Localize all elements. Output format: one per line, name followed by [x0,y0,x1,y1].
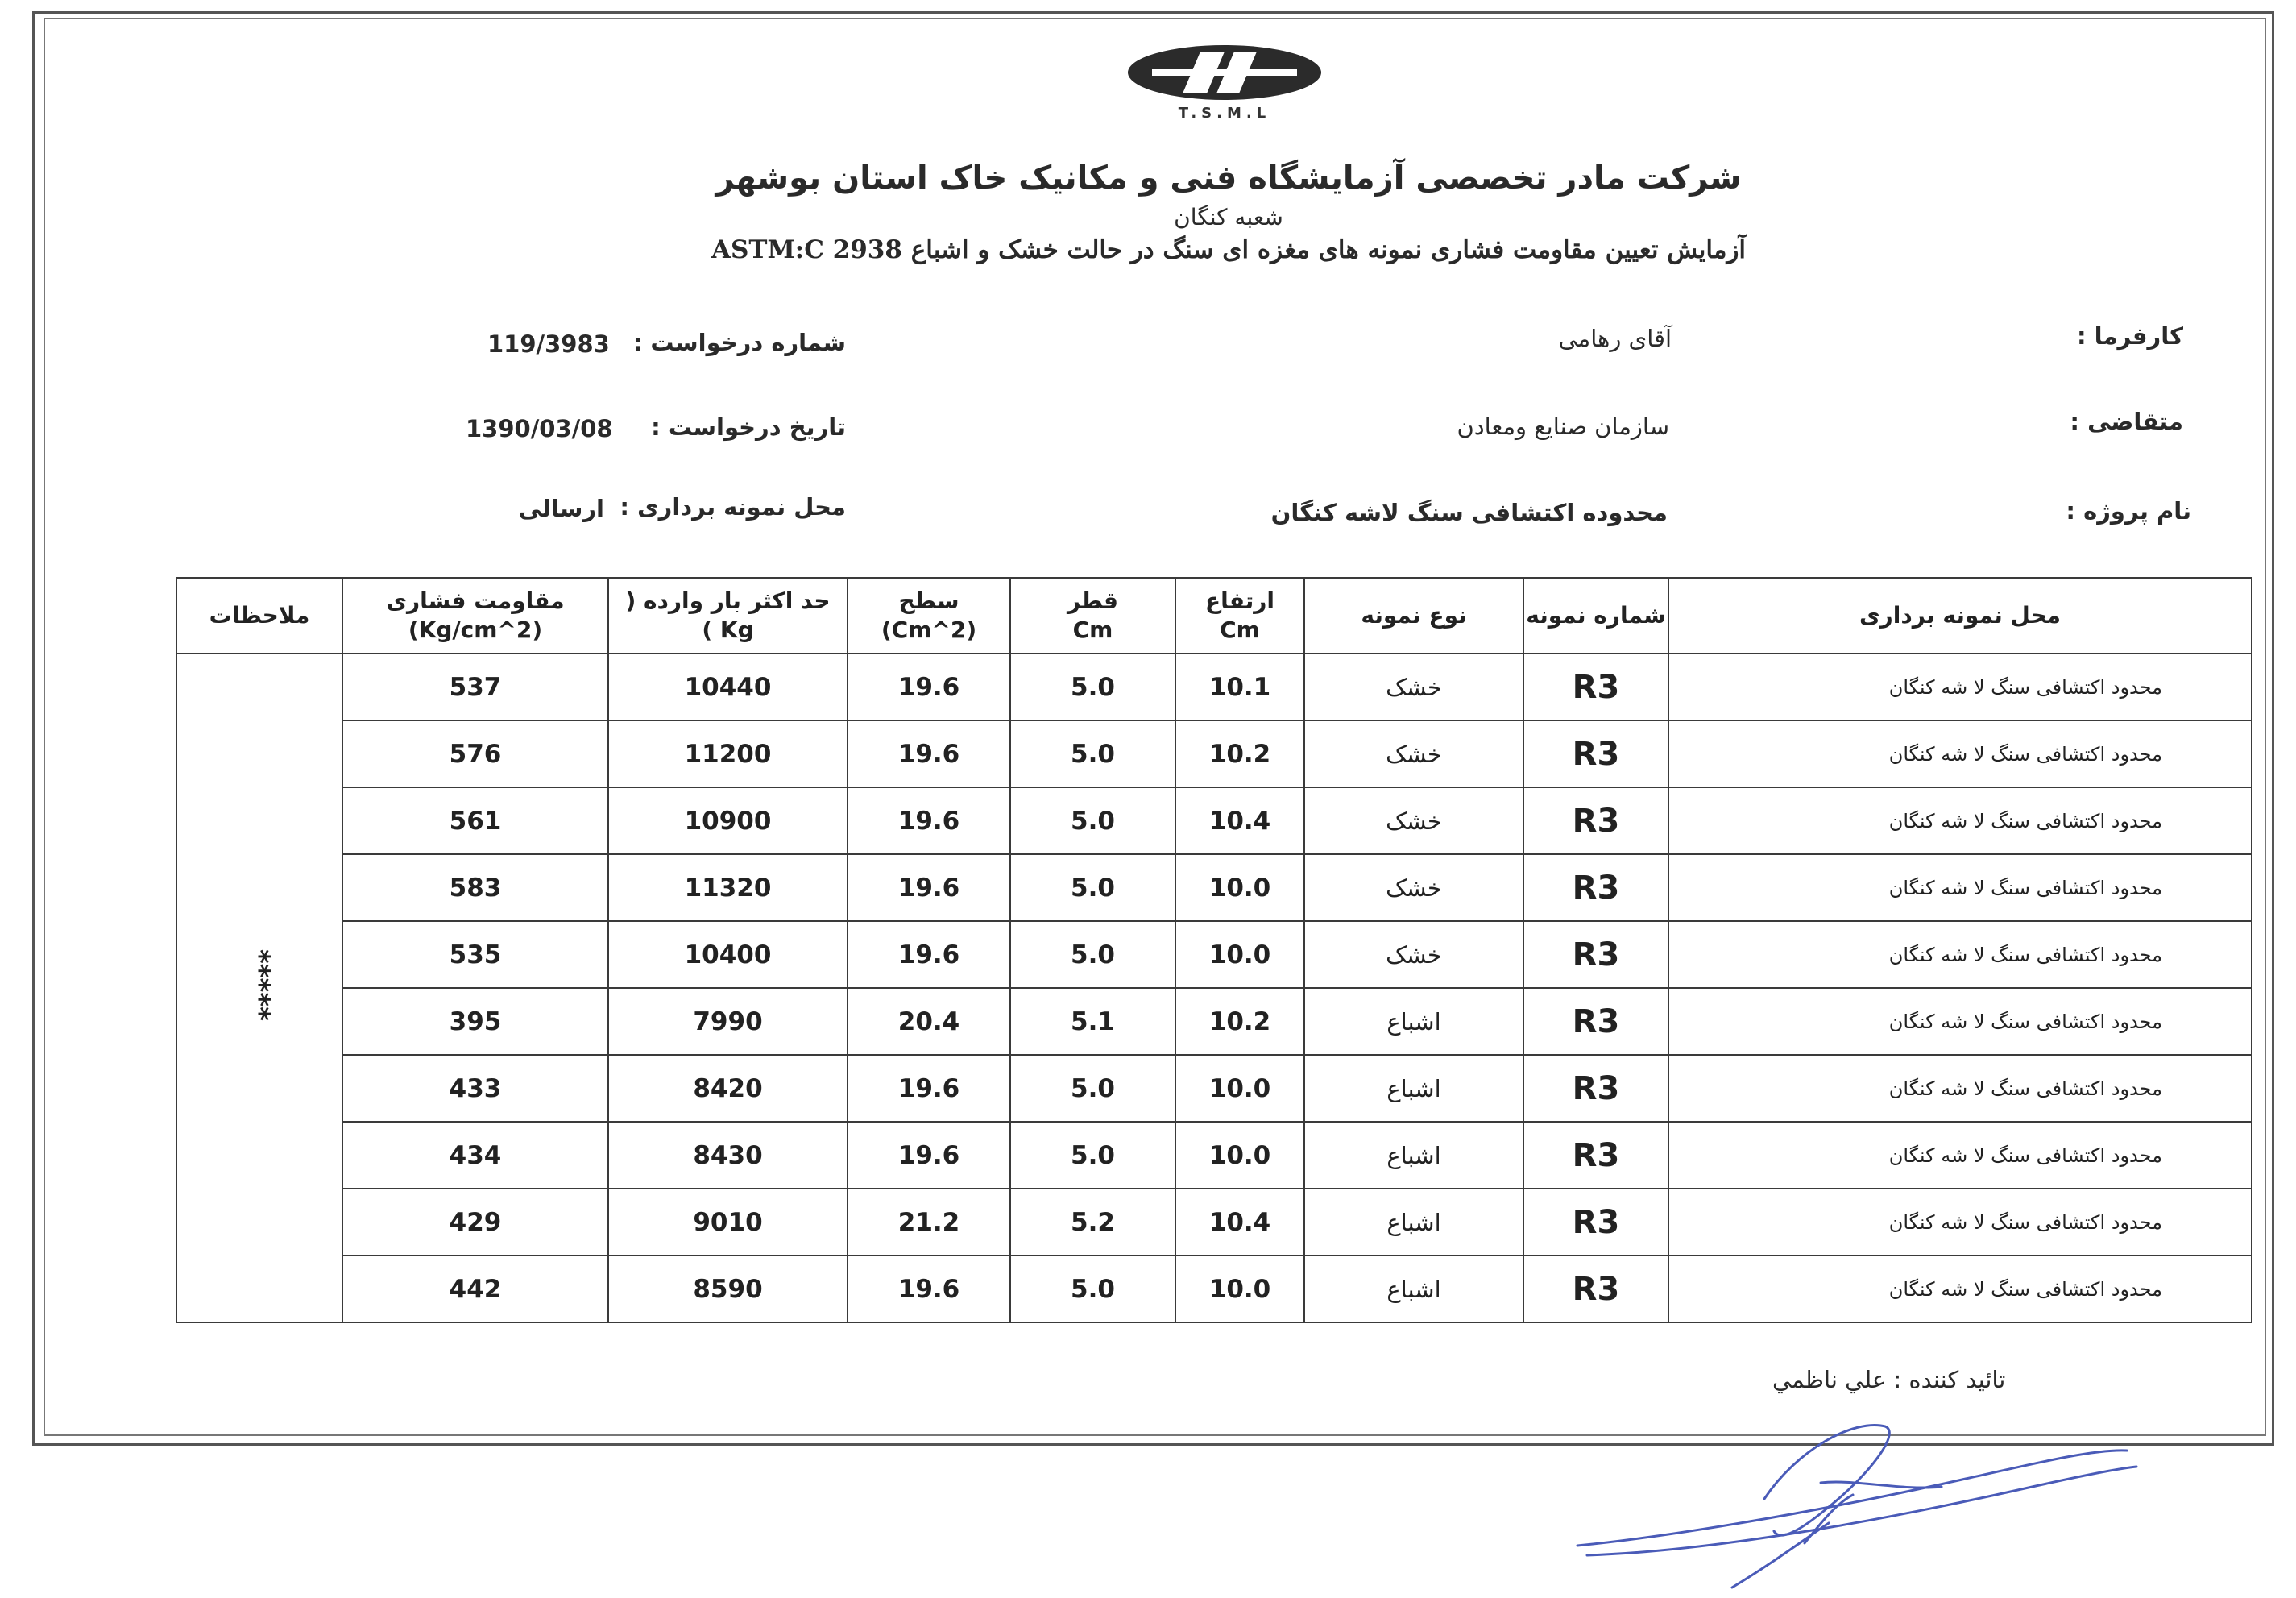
cell-height: 10.0 [1175,1122,1304,1189]
cell-location: محدود اکتشافی سنگ لا شه کنگان [1668,854,2252,921]
cell-location: محدود اکتشافی سنگ لا شه کنگان [1668,1256,2252,1322]
header-strength: مقاومت فشاری (Kg/cm^2) [342,578,608,654]
cell-strength: 395 [342,988,608,1055]
cell-max-load: 10440 [608,654,848,720]
approver-text: تائید کننده : علي ناظمي [1772,1366,2006,1393]
applicant-value: سازمان صنایع ومعادن [1457,413,1669,440]
cell-diameter: 5.0 [1010,787,1175,854]
cell-area: 19.6 [848,1122,1010,1189]
table-row [176,1122,2252,1189]
header-diameter: قطر Cm [1010,578,1175,654]
cell-diameter: 5.0 [1010,1256,1175,1322]
cell-area: 19.6 [848,787,1010,854]
cell-area: 19.6 [848,854,1010,921]
table-row [176,854,2252,921]
cell-diameter: 5.2 [1010,1189,1175,1256]
cell-location: محدود اکتشافی سنگ لا شه کنگان [1668,787,2252,854]
cell-height: 10.0 [1175,854,1304,921]
request-date-label: تاریخ درخواست : [651,413,846,441]
logo-text: T.S.M.L [1178,105,1271,122]
cell-height: 10.4 [1175,1189,1304,1256]
header-remarks: ملاحظات [176,578,342,654]
cell-sample-no: R3 [1523,921,1668,988]
cell-sample-no: R3 [1523,1055,1668,1122]
table-row [176,1189,2252,1256]
cell-max-load: 8590 [608,1256,848,1322]
cell-diameter: 5.0 [1010,654,1175,720]
cell-max-load: 10400 [608,921,848,988]
cell-sample-no: R3 [1523,1189,1668,1256]
table-row [176,720,2252,787]
request-date-value: 1390/03/08 [466,415,613,442]
table-header-row [176,578,2252,654]
cell-strength: 442 [342,1256,608,1322]
cell-location: محدود اکتشافی سنگ لا شه کنگان [1668,654,2252,720]
cell-location: محدود اکتشافی سنگ لا شه کنگان [1668,1122,2252,1189]
cell-sample-type: اشباع [1304,1055,1523,1122]
cell-max-load: 9010 [608,1189,848,1256]
cell-height: 10.0 [1175,1256,1304,1322]
cell-max-load: 8420 [608,1055,848,1122]
cell-strength: 429 [342,1189,608,1256]
results-table [176,577,2252,1323]
cell-sample-no: R3 [1523,654,1668,720]
cell-height: 10.0 [1175,921,1304,988]
table-row [176,654,2252,720]
cell-height: 10.2 [1175,720,1304,787]
project-value: محدوده اکتشافی سنگ لاشه کنگان [1270,499,1668,526]
sampling-value: ارسالی [518,495,604,522]
cell-location: محدود اکتشافی سنگ لا شه کنگان [1668,988,2252,1055]
header-area: سطح (Cm^2) [848,578,1010,654]
cell-sample-no: R3 [1523,720,1668,787]
cell-diameter: 5.0 [1010,1122,1175,1189]
cell-strength: 583 [342,854,608,921]
cell-sample-type: خشک [1304,720,1523,787]
cell-height: 10.4 [1175,787,1304,854]
table-row [176,988,2252,1055]
cell-area: 19.6 [848,654,1010,720]
cell-location: محدود اکتشافی سنگ لا شه کنگان [1668,1189,2252,1256]
cell-max-load: 7990 [608,988,848,1055]
table-row [176,1256,2252,1322]
signature-icon [1563,1402,2143,1596]
cell-area: 19.6 [848,921,1010,988]
cell-sample-type: خشک [1304,654,1523,720]
cell-strength: 561 [342,787,608,854]
cell-area: 20.4 [848,988,1010,1055]
cell-strength: 434 [342,1122,608,1189]
request-no-value: 119/3983 [487,330,610,358]
cell-max-load: 11320 [608,854,848,921]
table-row [176,1055,2252,1122]
cell-sample-type: اشباع [1304,1189,1523,1256]
cell-area: 19.6 [848,1256,1010,1322]
table-row [176,921,2252,988]
cell-strength: 537 [342,654,608,720]
cell-sample-no: R3 [1523,787,1668,854]
cell-location: محدود اکتشافی سنگ لا شه کنگان [1668,720,2252,787]
header-sample-type: نوع نمونه [1304,578,1523,654]
cell-sample-type: خشک [1304,854,1523,921]
project-label: نام پروژه : [2066,497,2191,525]
cell-strength: 535 [342,921,608,988]
cell-height: 10.2 [1175,988,1304,1055]
employer-value: آقای رهامی [1558,325,1672,352]
applicant-label: متقاضی : [2070,408,2183,435]
sampling-label: محل نمونه برداری : [620,493,846,521]
cell-location: محدود اکتشافی سنگ لا شه کنگان [1668,921,2252,988]
cell-diameter: 5.1 [1010,988,1175,1055]
cell-diameter: 5.0 [1010,1055,1175,1122]
company-title: شرکت مادر تخصصی آزمایشگاه فنی و مکانیک خاک استان بوشهر [715,160,1742,197]
cell-location: محدود اکتشافی سنگ لا شه کنگان [1668,1055,2252,1122]
cell-strength: 433 [342,1055,608,1122]
header-height: ارتفاع Cm [1175,578,1304,654]
cell-height: 10.1 [1175,654,1304,720]
header-max-load: حد اکثر بار وارده ( ( Kg [608,578,848,654]
cell-sample-type: اشباع [1304,1122,1523,1189]
cell-height: 10.0 [1175,1055,1304,1122]
cell-area: 19.6 [848,720,1010,787]
cell-diameter: 5.0 [1010,921,1175,988]
cell-sample-type: خشک [1304,921,1523,988]
cell-max-load: 10900 [608,787,848,854]
cell-diameter: 5.0 [1010,720,1175,787]
cell-max-load: 11200 [608,720,848,787]
cell-sample-type: اشباع [1304,1256,1523,1322]
table-row [176,787,2252,854]
cell-sample-no: R3 [1523,1122,1668,1189]
request-no-label: شماره درخواست : [632,329,846,356]
cell-max-load: 8430 [608,1122,848,1189]
cell-sample-no: R3 [1523,1256,1668,1322]
header-sample-no: شماره نمونه [1523,578,1668,654]
cell-area: 21.2 [848,1189,1010,1256]
test-title: آزمایش تعیین مقاومت فشاری نمونه های مغزه ای سنگ در حالت خشک و اشباع ASTM:C 2938 [711,235,1747,264]
cell-remarks [176,654,342,1322]
header-location: محل نمونه برداری [1668,578,2252,654]
cell-sample-no: R3 [1523,988,1668,1055]
cell-strength: 576 [342,720,608,787]
cell-sample-type: خشک [1304,787,1523,854]
cell-area: 19.6 [848,1055,1010,1122]
remarks-value: ***** [243,948,276,1021]
branch-title: شعبه کنگان [1174,204,1283,230]
cell-diameter: 5.0 [1010,854,1175,921]
employer-label: کارفرما : [2076,322,2183,350]
cell-sample-no: R3 [1523,854,1668,921]
cell-sample-type: اشباع [1304,988,1523,1055]
